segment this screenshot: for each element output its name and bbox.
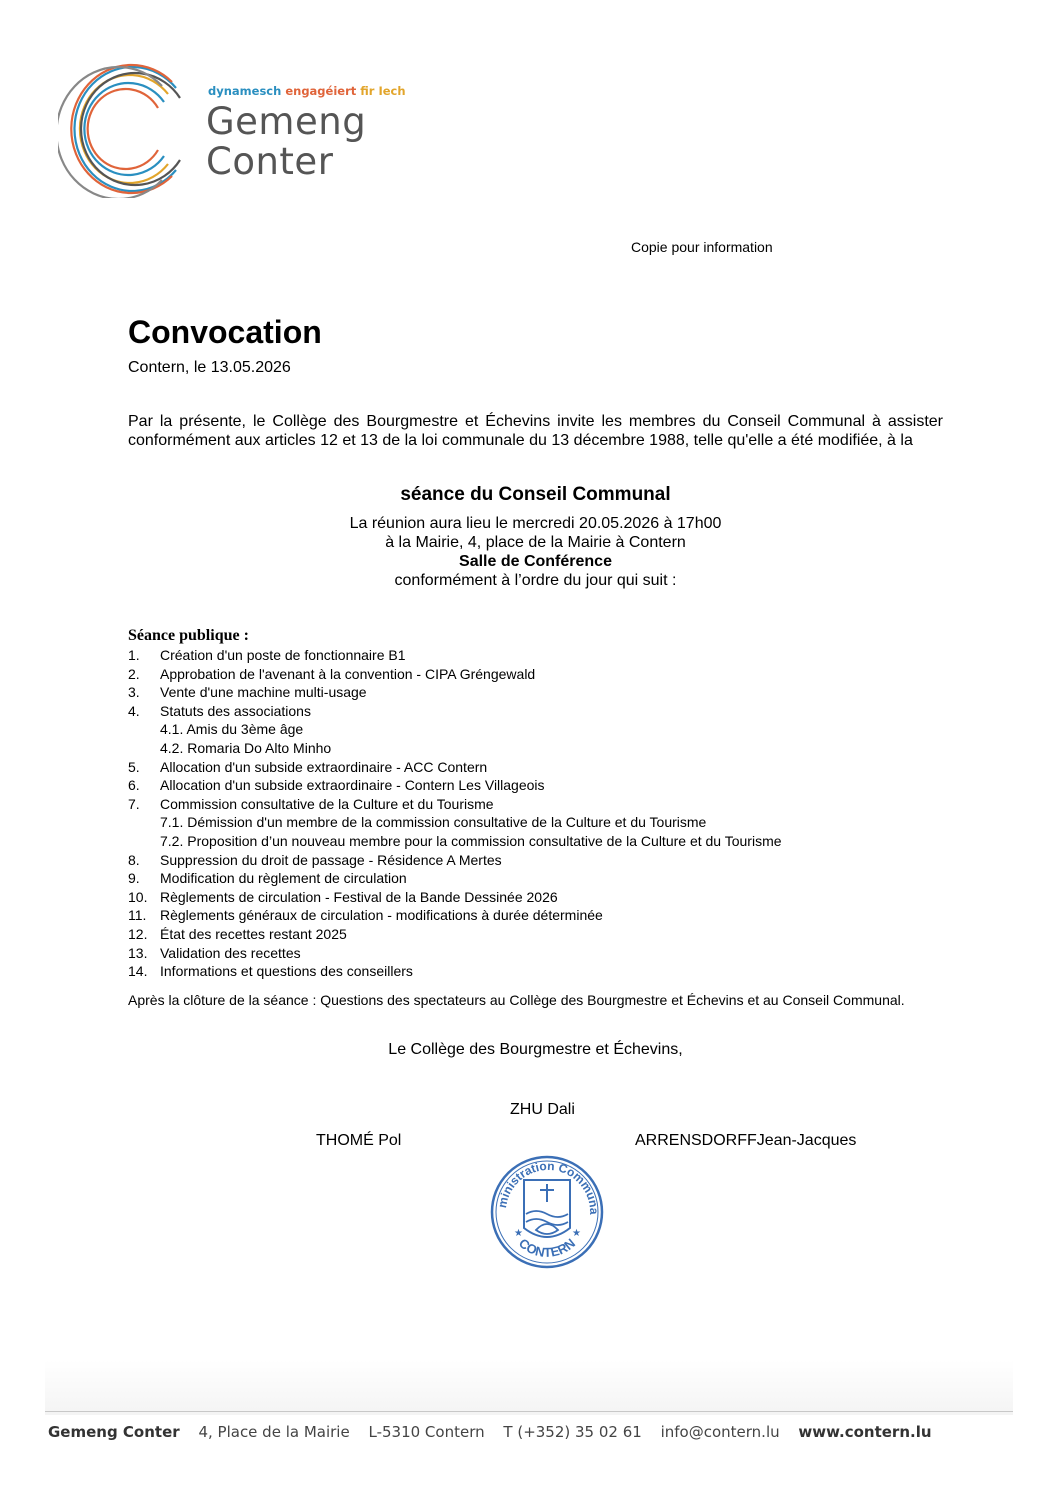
municipal-logo (58, 58, 406, 198)
location-line: à la Mairie, 4, place de la Mairie à Contern (385, 534, 686, 551)
footer-contact (48, 1423, 946, 1441)
seal-star-left: ★ (514, 1228, 523, 1239)
section-heading: Séance publique : (128, 627, 249, 644)
intro-paragraph: Par la présente, le Collège des Bourgmestre et Échevins invite les membres du Conseil Communal à assister conformément aux articles 12 et 13 de la loi communale du 13 décembre 1988, telle qu'elle a été modifiée, à la (128, 413, 943, 449)
agenda-item-number: 13. (128, 944, 148, 961)
agenda-item-text: Règlements de circulation - Festival de la Bande Dessinée 2026 (160, 888, 558, 905)
agenda-item-number: 4. (128, 702, 140, 719)
agenda-item-text: Modification du règlement de circulation (160, 870, 407, 887)
footer-divider (45, 1411, 1013, 1412)
agenda-item-text: 7.2. Proposition d’un nouveau membre pour la commission consultative de la Culture et du Tourisme (160, 832, 782, 849)
agenda-item-number: 9. (128, 870, 140, 887)
footer-name: Gemeng Conter (48, 1423, 180, 1441)
agenda-item (128, 702, 782, 721)
brand-name (206, 102, 366, 182)
agenda-item-text: 7.1. Démission d'un membre de la commission consultative de la Culture et du Tourisme (160, 814, 707, 831)
brand-line-1: Gemeng (206, 100, 367, 143)
seal-star-right: ★ (572, 1228, 581, 1239)
agenda-item-text: Vente d'une machine multi-usage (160, 684, 367, 701)
agenda-item (128, 869, 782, 888)
tagline-part-3: fir Iech (360, 84, 406, 98)
agenda-item-number: 1. (128, 647, 140, 663)
footer-band (45, 1360, 1013, 1415)
agenda-item-number: 3. (128, 684, 140, 701)
agenda-item-text: Allocation d'un subside extraordinaire - Contern Les Villageois (160, 777, 545, 794)
agenda-item (128, 925, 782, 944)
brand-line-2: Conter (206, 140, 334, 183)
footer-website[interactable]: www.contern.lu (798, 1423, 932, 1441)
agenda-item (128, 683, 782, 702)
agenda-item (128, 944, 782, 963)
agenda-item-text: 4.2. Romaria Do Alto Minho (160, 739, 332, 756)
meeting-details (128, 514, 943, 590)
agenda-item-text: Allocation d'un subside extraordinaire - ACC Contern (160, 758, 488, 775)
document-title: Convocation (128, 314, 322, 350)
footer-postal: L-5310 Contern (368, 1423, 485, 1441)
agenda-item (128, 888, 782, 907)
svg-text:CONTERN (516, 1235, 578, 1259)
agenda-subitem (128, 720, 782, 739)
tagline-part-2: engagéiert (285, 84, 357, 98)
municipal-seal-icon (484, 1128, 610, 1278)
college-signoff: Le Collège des Bourgmestre et Échevins, (388, 1041, 683, 1058)
date-line: Contern, le 13.05.2026 (128, 359, 291, 376)
agenda-item (128, 758, 782, 777)
tagline (208, 84, 406, 98)
agenda-item-text: Création d'un poste de fonctionnaire B1 (160, 647, 406, 663)
agenda-item-text: Règlements généraux de circulation - modifications à durée déterminée (160, 907, 603, 924)
agenda-item-number: 14. (128, 963, 148, 980)
signatory-center: ZHU Dali (510, 1101, 575, 1118)
room-line: Salle de Conférence (459, 553, 612, 570)
agenda-item-text: Statuts des associations (160, 702, 311, 719)
multicolor-c-logo-icon (58, 58, 198, 198)
agenda-item (128, 906, 782, 925)
meeting-line: La réunion aura lieu le mercredi 20.05.2026 à 17h00 (349, 515, 722, 532)
copy-note: Copie pour information (631, 239, 773, 255)
after-meeting-note: Après la clôture de la séance : Questions des spectateurs au Collège des Bourgmestre et Échevins et au Conseil Communal. (128, 992, 905, 1008)
agenda-item-text: État des recettes restant 2025 (160, 925, 347, 942)
agenda-intro: conformément à l’ordre du jour qui suit : (394, 572, 677, 589)
seance-title: séance du Conseil Communal (400, 484, 671, 505)
agenda-item-number: 2. (128, 665, 140, 682)
footer-address: 4, Place de la Mairie (198, 1423, 350, 1441)
agenda-item-text: Informations et questions des conseillers (160, 963, 413, 980)
agenda-item (128, 795, 782, 814)
agenda-item-number: 5. (128, 758, 140, 775)
agenda-item-number: 10. (128, 888, 148, 905)
agenda-item-text: Validation des recettes (160, 944, 301, 961)
agenda-item (128, 646, 782, 665)
agenda-item-text: Approbation de l'avenant à la convention - CIPA Gréngewald (160, 665, 536, 682)
footer-phone: T (+352) 35 02 61 (503, 1423, 642, 1441)
agenda-subitem (128, 832, 782, 851)
agenda-subitem (128, 813, 782, 832)
footer-email[interactable]: info@contern.lu (660, 1423, 780, 1441)
agenda-item (128, 776, 782, 795)
agenda-item (128, 851, 782, 870)
agenda-item-text: 4.1. Amis du 3ème âge (160, 721, 304, 738)
agenda-item-text: Commission consultative de la Culture et du Tourisme (160, 795, 494, 812)
agenda-item-number: 12. (128, 925, 148, 942)
seal-top-text: ministration Communa (495, 1158, 602, 1215)
seal-bottom-text: CONTERN (516, 1235, 578, 1260)
agenda-item-number: 11. (128, 907, 147, 924)
agenda-item (128, 962, 782, 981)
agenda-item (128, 665, 782, 684)
agenda-list (128, 646, 782, 981)
signatory-left: THOMÉ Pol (316, 1132, 402, 1149)
tagline-part-1: dynamesch (208, 84, 282, 98)
agenda-subitem (128, 739, 782, 758)
agenda-item-number: 6. (128, 777, 140, 794)
agenda-item-number: 8. (128, 851, 140, 868)
signatory-right: ARRENSDORFFJean-Jacques (635, 1132, 857, 1149)
agenda-item-text: Suppression du droit de passage - Résidence A Mertes (160, 851, 502, 868)
municipal-seal (484, 1128, 610, 1278)
agenda-item-number: 7. (128, 795, 140, 812)
